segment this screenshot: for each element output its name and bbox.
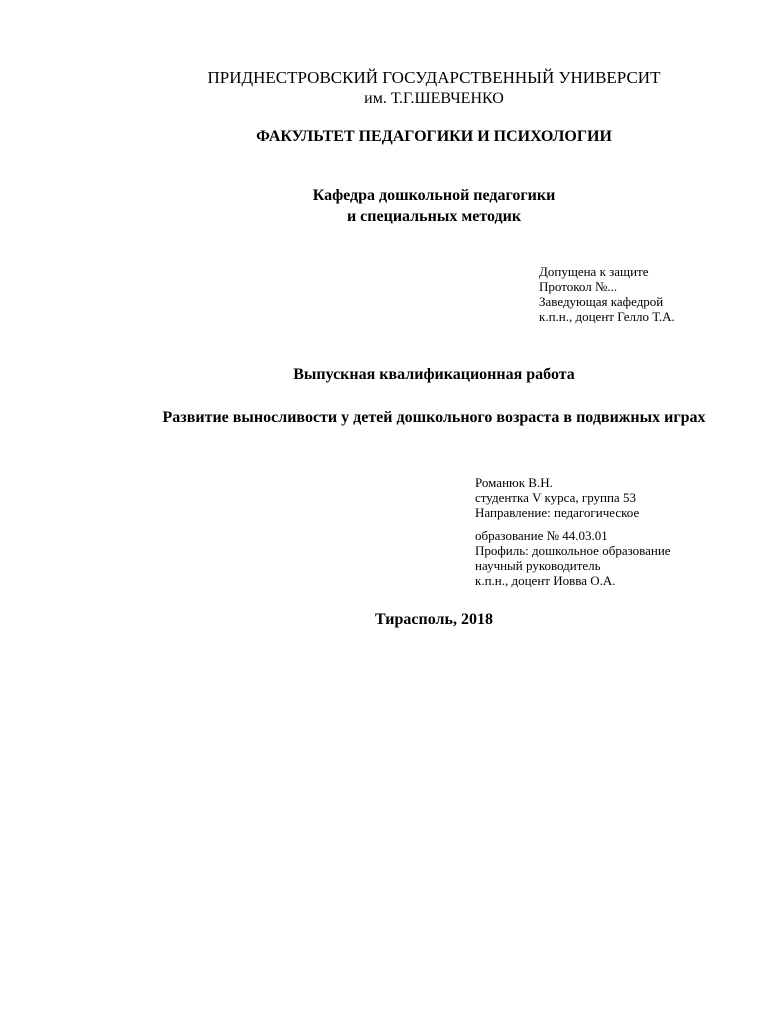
approval-admitted: Допущена к защите xyxy=(539,264,649,279)
work-title: Развитие выносливости у детей дошкольного возраста в подвижных играх xyxy=(162,409,706,426)
supervisor-label: научный руководитель xyxy=(475,558,601,573)
work-type: Выпускная квалификационная работа xyxy=(293,366,575,383)
approval-head-name: к.п.н., доцент Гелло Т.А. xyxy=(539,309,675,324)
approval-block xyxy=(539,264,675,324)
author-program-code: образование № 44.03.01 xyxy=(475,528,608,543)
approval-head-title: Заведующая кафедрой xyxy=(539,294,664,309)
approval-protocol: Протокол №... xyxy=(539,279,618,294)
supervisor-name: к.п.н., доцент Иовва О.А. xyxy=(475,573,616,588)
author-direction: Направление: педагогическое xyxy=(475,505,640,520)
author-name: Романюк В.Н. xyxy=(475,475,553,490)
author-profile: Профиль: дошкольное образование xyxy=(475,543,671,558)
department-name-line2: и специальных методик xyxy=(346,208,522,225)
author-block xyxy=(475,475,671,588)
university-named-after: им. Т.Г.ШЕВЧЕНКО xyxy=(364,90,504,107)
author-course: студентка V курса, группа 53 xyxy=(475,490,636,505)
faculty-name: ФАКУЛЬТЕТ ПЕДАГОГИКИ И ПСИХОЛОГИИ xyxy=(256,128,612,145)
city-year: Тирасполь, 2018 xyxy=(375,611,493,628)
university-name: ПРИДНЕСТРОВСКИЙ ГОСУДАРСТВЕННЫЙ УНИВЕРСИТ xyxy=(207,68,661,87)
department-name-line1: Кафедра дошкольной педагогики xyxy=(312,187,556,204)
